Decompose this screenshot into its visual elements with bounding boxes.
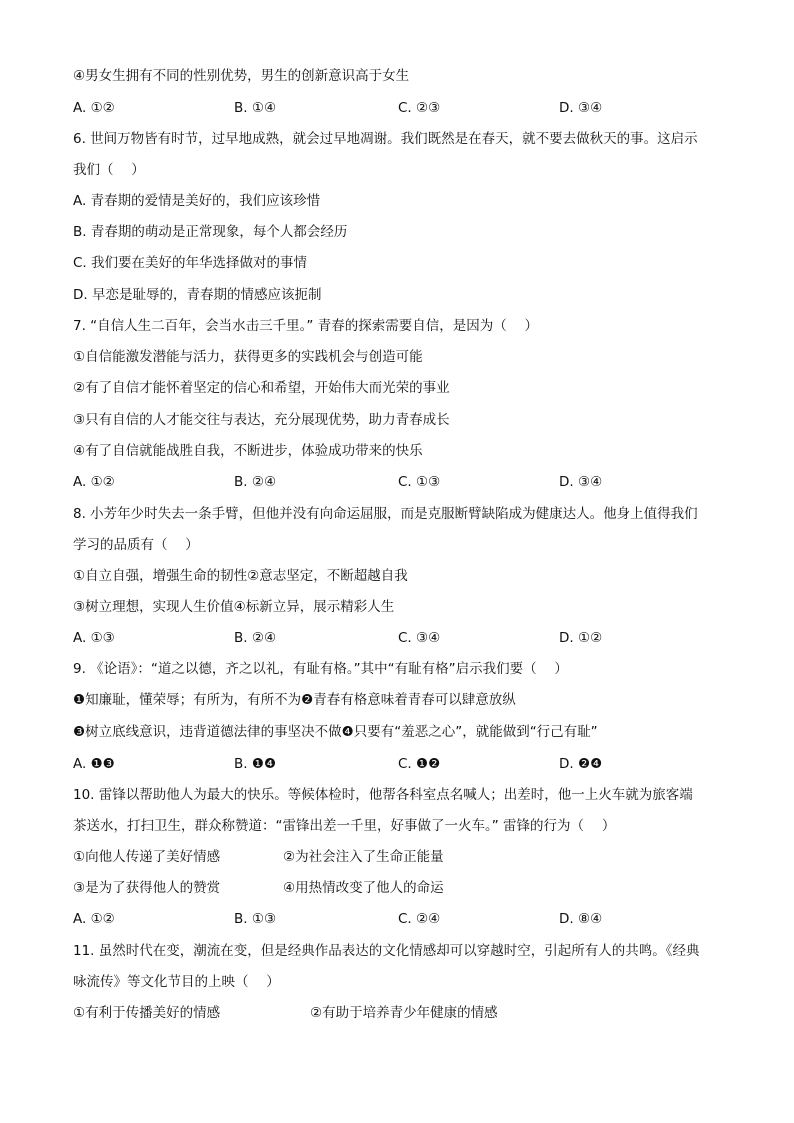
q10-statement-4: ④用热情改变了他人的命运 [283,880,444,896]
q8-option-c: C. ③④ [398,630,441,646]
q11-statement-1: ①有利于传播美好的情感 [73,1005,221,1021]
q10-option-b: B. ①③ [234,911,277,927]
q10-option-a: A. ①② [73,911,115,927]
q5-option-c: C. ②③ [398,100,441,116]
q9-option-b: B. ❶❹ [234,756,277,772]
q5-option-d: D. ③④ [559,100,603,116]
q8-statement-1: ①自立自强，增强生命的韧性②意志坚定，不断超越自我 [73,568,408,584]
q5-option-a: A. ①② [73,100,115,116]
q6-stem-line-1: 6. 世间万物皆有时节，过早地成熟，就会过早地凋谢。我们既然是在春天，就不要去做秋天的事。这启示 [73,131,698,147]
q9-statement-1: ❶知廉耻，懂荣辱；有所为，有所不为❷青春有格意味着青春可以肆意放纵 [73,692,516,708]
q7-statement-4: ④有了自信就能战胜自我，不断进步，体验成功带来的快乐 [73,443,423,459]
q11-stem-line-2: 咏流传》等文化节目的上映（ ） [73,974,280,990]
q6-choice-c: C. 我们要在美好的年华选择做对的事情 [73,255,308,271]
q7-option-a: A. ①② [73,474,115,490]
q7-statement-1: ①自信能激发潜能与活力，获得更多的实践机会与创造可能 [73,349,423,365]
q8-stem-line-1: 8. 小芳年少时失去一条手臂，但他并没有向命运屈服，而是克服断臂缺陷成为健康达人。他身上值得我们 [73,506,698,522]
q8-option-b: B. ②④ [234,630,277,646]
q7-statement-3: ③只有自信的人才能交往与表达，充分展现优势，助力青春成长 [73,412,450,428]
q10-stem-line-2: 茶送水，打扫卫生，群众称赞道：“雷锋出差一千里，好事做了一火车。” 雷锋的行为（ ） [73,818,616,834]
q11-stem-line-1: 11. 虽然时代在变，潮流在变，但是经典作品表达的文化情感却可以穿越时空，引起所有人的共鸣。《经典 [73,943,700,959]
q8-stem-line-2: 学习的品质有（ ） [73,537,199,553]
q8-statement-2: ③树立理想，实现人生价值④标新立异，展示精彩人生 [73,599,395,615]
q7-option-d: D. ③④ [559,474,603,490]
q9-stem: 9. 《论语》：“道之以德，齐之以礼，有耻有格。”其中“有耻有格”启示我们要（ ） [73,661,568,677]
q6-choice-a: A. 青春期的爱情是美好的，我们应该珍惜 [73,193,321,209]
q10-option-c: C. ②④ [398,911,441,927]
q5-option-b: B. ①④ [234,100,277,116]
q10-statement-2: ②为社会注入了生命正能量 [283,849,444,865]
q10-statement-1: ①向他人传递了美好情感 [73,849,221,865]
q10-statement-3: ③是为了获得他人的赞赏 [73,880,221,896]
q7-option-c: C. ①③ [398,474,441,490]
q9-option-a: A. ❶❸ [73,756,115,772]
q9-option-c: C. ❶❷ [398,756,441,772]
q7-option-b: B. ②④ [234,474,277,490]
q8-option-d: D. ①② [559,630,603,646]
q5-statement-4: ④男女生拥有不同的性别优势，男生的创新意识高于女生 [73,68,410,84]
q10-stem-line-1: 10. 雷锋以帮助他人为最大的快乐。等候体检时，他帮各科室点名喊人；出差时，他一上火车就为旅客端 [73,787,693,803]
q9-statement-2: ❸树立底线意识，违背道德法律的事坚决不做❹只要有“羞恶之心”，就能做到“行己有耻” [73,724,598,740]
q7-stem: 7. “自信人生二百年，会当水击三千里。” 青春的探索需要自信，是因为（ ） [73,318,538,334]
q10-option-d: D. ⑧④ [559,911,603,927]
q9-option-d: D. ❷❹ [559,756,603,772]
q7-statement-2: ②有了自信才能怀着坚定的信心和希望，开始伟大而光荣的事业 [73,380,450,396]
q6-choice-b: B. 青春期的萌动是正常现象，每个人都会经历 [73,224,348,240]
q11-statement-2: ②有助于培养青少年健康的情感 [310,1005,498,1021]
q6-choice-d: D. 早恋是耻辱的，青春期的情感应该扼制 [73,287,322,303]
q6-stem-line-2: 我们（ ） [73,162,145,178]
q8-option-a: A. ①③ [73,630,115,646]
